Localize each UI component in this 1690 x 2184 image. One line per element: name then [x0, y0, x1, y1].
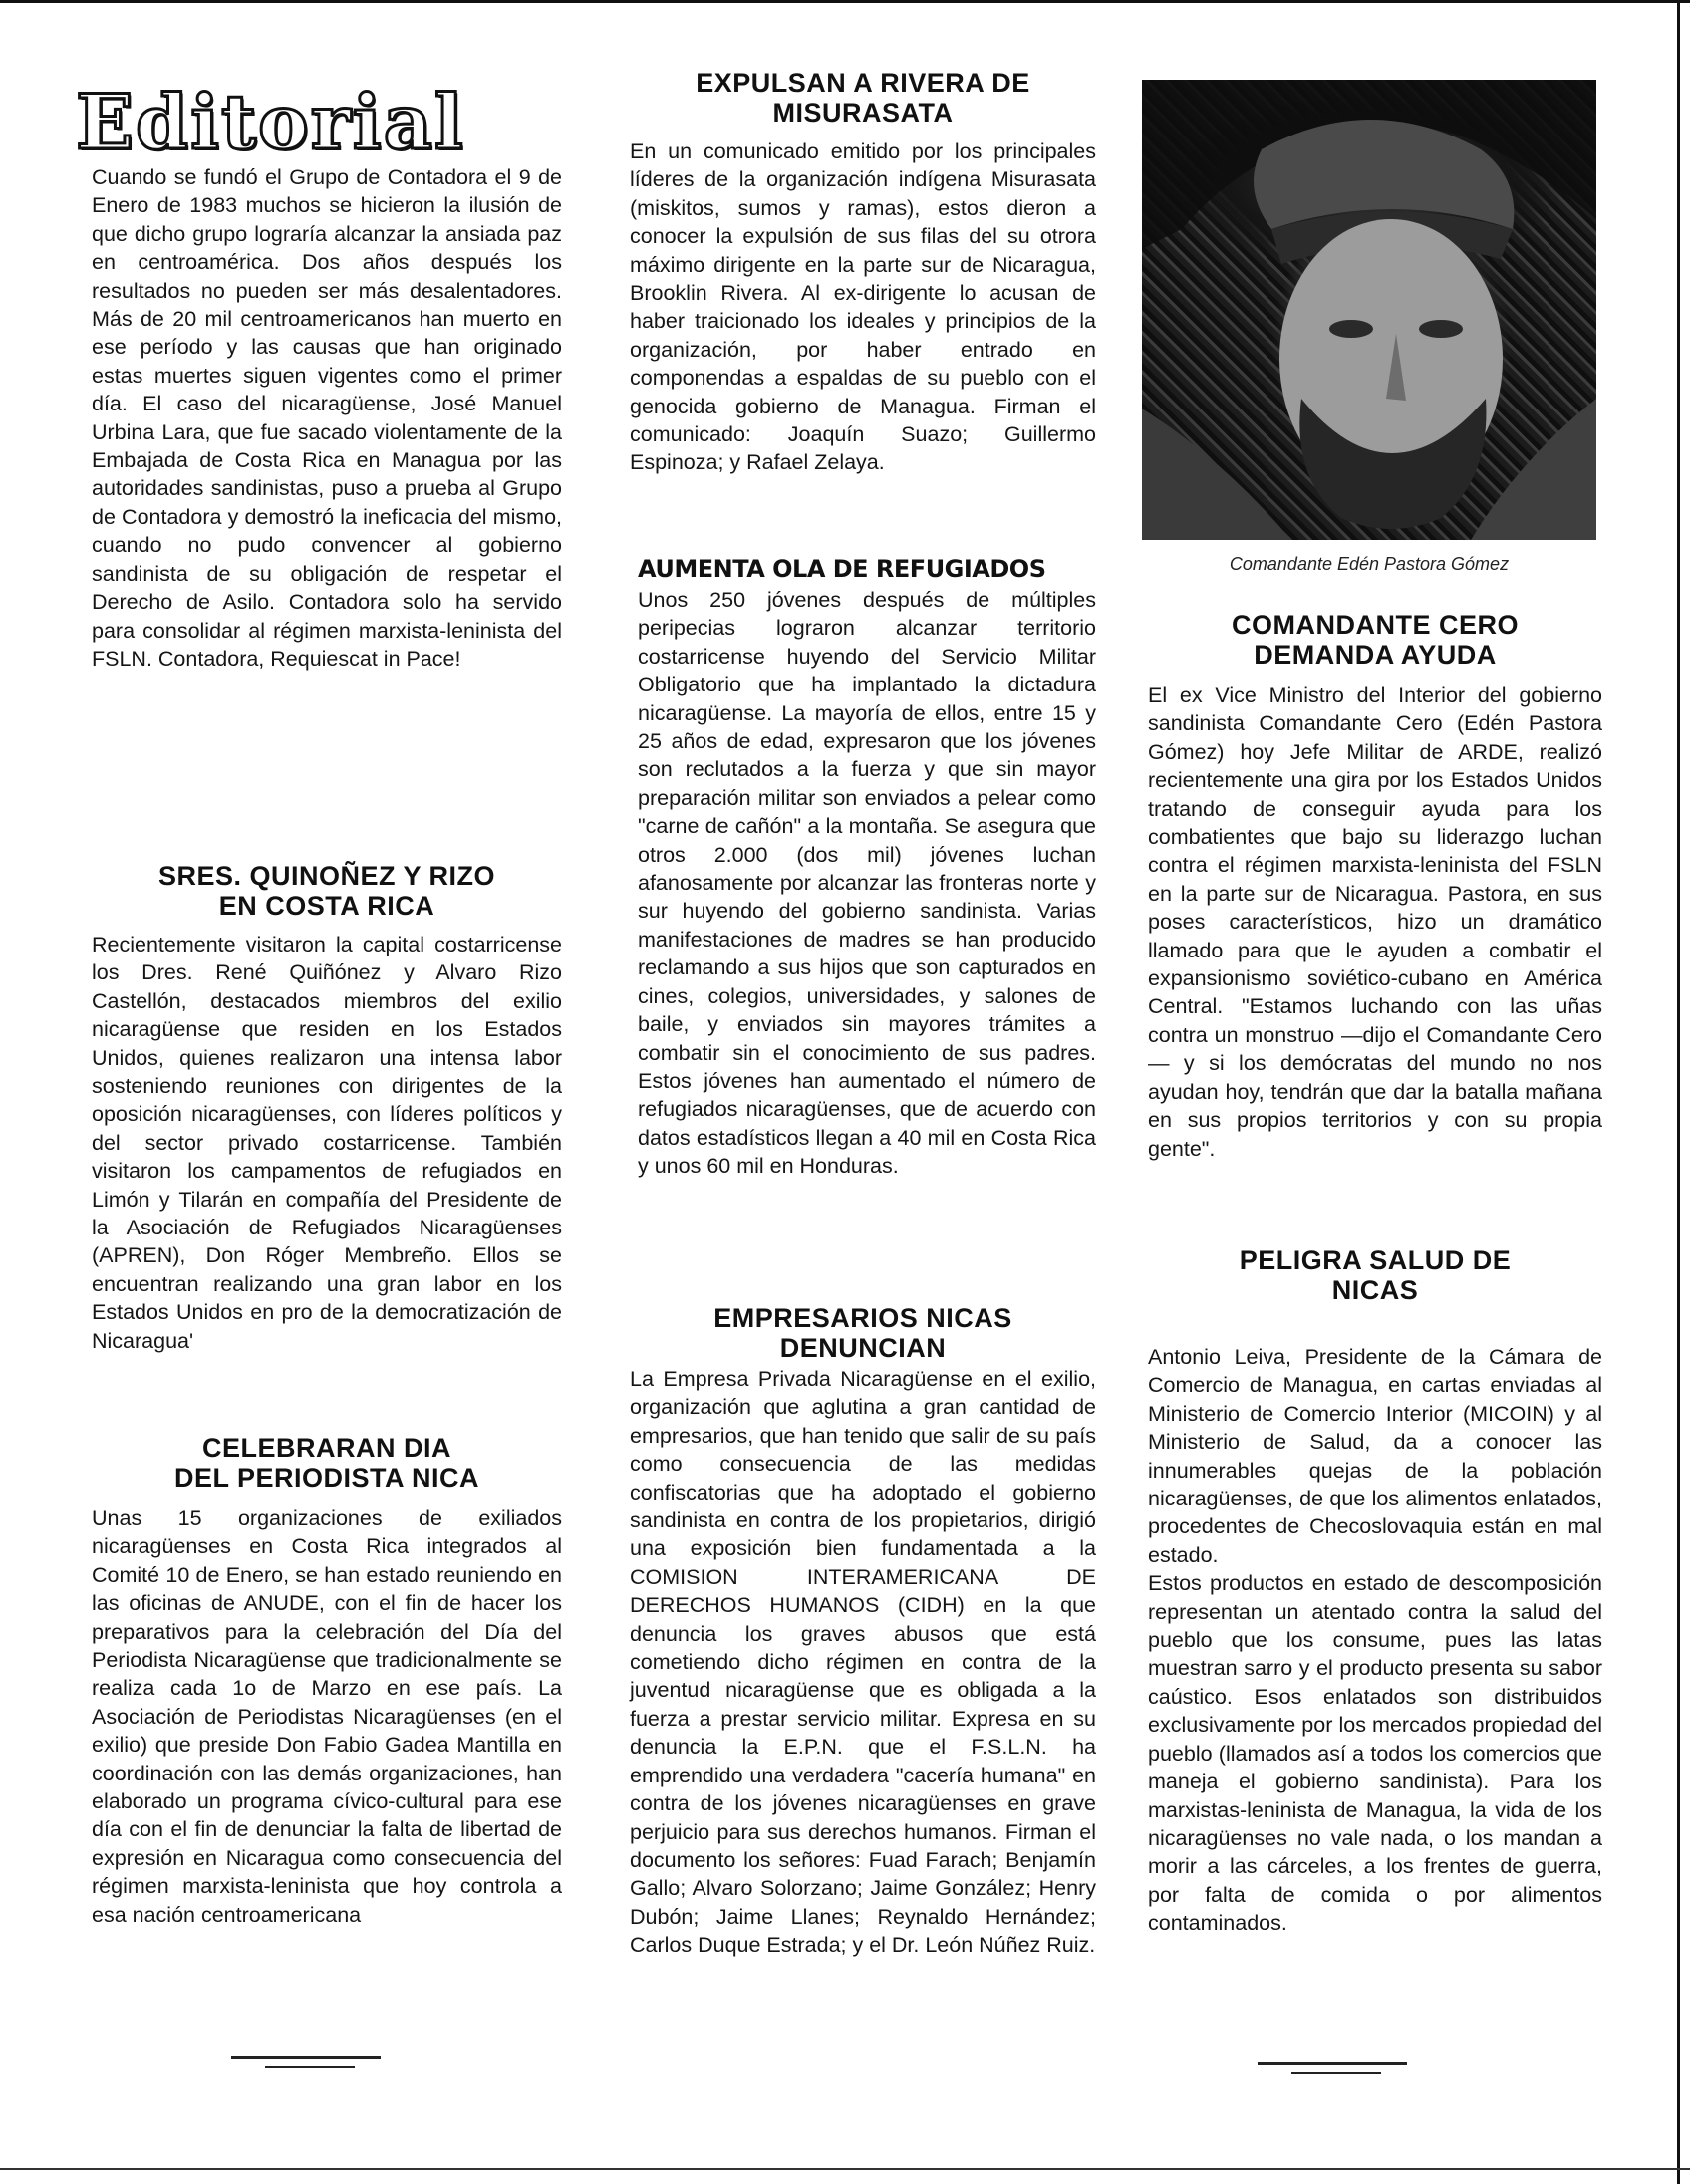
article-text: Recientemente visitaron la capital costarricense los Dres. René Quiñónez y Alvaro Rizo Castellón, destacados miembros del exilio nicaragüense que residen en los Estados Unidos, quienes realizaron una intensa labor sosteniendo reuniones con dirigentes de la oposición nicaragüenses, con líderes políticos y del sector privado costarricense. También visitaron los campamentos de refugiados en Limón y Tilarán en compañía del Presidente de la Asociación de Refugiados Nicaragüenses (APREN), Don Róger Membreño. Ellos se encuentran realizando una gran labor en los Estados Unidos en pro de la democratización de Nicaragua' — [92, 933, 562, 1353]
article-salud — [1148, 1245, 1602, 1938]
article-text: Unas 15 organizaciones de exiliados nicaragüenses en Costa Rica integrados al Comité 10 de Enero, se han estado reuniendo en las oficinas de ANUDE, con el fin de hacer los preparativos para la celebración del Día del Periodista Nicaragüense que tradicionalmente se realiza cada 1o de Marzo en ese país. La Asociación de Periodistas Nicaragüenses (en el exilio) que preside Don Fabio Gadea Mantilla en coordinación con las demás organizaciones, han elaborado un programa cívico-cultural para ese día con el fin de denunciar la falta de libertad de expresión en Nicaragua como consecuencia del régimen marxista-leninista que hoy controla a esa nación centroamericana — [92, 1506, 562, 1927]
article-text: El ex Vice Ministro del Interior del gobierno sandinista Comandante Cero (Edén Pastora Gómez) hoy Jefe Militar de ARDE, realizó recientemente una gira por los Estados Unidos tratando de conseguir ayuda para los combatientes que bajo su liderazgo luchan contra el régimen marxista-leninista del FSLN en la parte sur de Nicaragua. Pastora, en sus poses característicos, hizo un dramático llamado para que le ayuden a combatir el expansionismo soviético-cubano en América Central. "Estamos luchando con las uñas contra un monstruo —dijo el Comandante Cero— y si los demócratas del mundo no nos ayudan hoy, tendrán que dar la batalla mañana en sus propios territorios y con su propia gente". — [1148, 683, 1602, 1161]
article-title-line2: DENUNCIAN — [779, 1333, 947, 1363]
article-title: AUMENTA OLA DE REFUGIADOS — [638, 555, 1046, 583]
page-border-right — [1677, 0, 1680, 2184]
article-title-line2: MISURASATA — [772, 98, 954, 128]
end-rule — [1291, 2072, 1381, 2074]
article-title-line1: PELIGRA SALUD DE — [1239, 1245, 1512, 1275]
article-title-line2: DEL PERIODISTA NICA — [173, 1463, 480, 1493]
page-border-bottom — [0, 2168, 1690, 2170]
article-quinonez — [92, 861, 562, 1355]
end-rule — [265, 2066, 355, 2068]
article-title-line2: EN COSTA RICA — [218, 891, 435, 921]
end-rule — [1258, 2062, 1407, 2065]
article-title-line1: EMPRESARIOS NICAS — [713, 1303, 1012, 1333]
article-title-line1: SRES. QUINOÑEZ Y RIZO — [157, 861, 496, 891]
end-rule — [231, 2056, 381, 2059]
article-cero — [1148, 610, 1602, 1163]
article-periodista — [92, 1433, 562, 1929]
article-title-line2: DEMANDA AYUDA — [1254, 640, 1497, 670]
pastora-photo — [1142, 80, 1596, 540]
page-border-top — [0, 0, 1690, 3]
editorial-text: Cuando se fundó el Grupo de Contadora el 9 de Enero de 1983 muchos se hicieron la ilusión de que dicho grupo lograría alcanzar la ansiada paz en centroamérica. Dos años después los resultados no pueden ser más desalentadores. Más de 20 mil centroamericanos han muerto en ese período y las causas que han originado estas muertes siguen vigentes como el primer día. El caso del nicaragüense, José Manuel Urbina Lara, que fue sacado violentamente de la Embajada de Costa Rica en Managua por las autoridades sandinistas, puso a prueba al Grupo de Contadora y demostró la ineficacia del mismo, cuando no pudo convencer al gobierno sandinista de su obligación de respetar el Derecho de Asilo. Contadora solo ha servido para consolidar al régimen marxista-leninista del FSLN. Contadora, Requiescat in Pace! — [92, 165, 562, 671]
article-title-line2: NICAS — [1331, 1275, 1419, 1305]
article-refugiados — [638, 554, 1096, 1181]
article-title-line1: EXPULSAN A RIVERA DE — [696, 68, 1030, 98]
portrait-illustration — [1142, 80, 1596, 540]
article-text: Antonio Leiva, Presidente de la Cámara de Comercio de Managua, en cartas enviadas al Ministerio de Comercio Interior (MICOIN) y al Ministerio de Salud, da a conocer las innumerables quejas de la población nicaragüenses, de que los alimentos enlatados, procedentes de Checoslovaquia están en mal estado. — [1148, 1345, 1602, 1567]
photo-caption: Comandante Edén Pastora Gómez — [1229, 554, 1510, 574]
article-empresarios — [630, 1303, 1096, 1960]
editorial-masthead: Editorial — [76, 78, 465, 166]
article-text: Estos productos en estado de descomposición representan un atentado contra la salud del pueblo que los consume, pues las latas muestran sarro y el producto presenta su sabor caústico. Esos enlatados son distribuidos exclusivamente por los mercados propiedad del pueblo (llamados así a todos los comercios que maneja el gobierno sandinista). Para los marxistas-leninista de Managua, la vida de los nicaragüenses no vale nada, o los mandan a morir a las cárceles, a los frentes de guerra, por falta de comida o por alimentos contaminados. — [1148, 1571, 1602, 1936]
article-rivera — [630, 68, 1096, 477]
article-title-line1: COMANDANTE CERO — [1232, 610, 1519, 640]
article-text: En un comunicado emitido por los principales líderes de la organización indígena Misurasata (miskitos, sumos y ramas), estos dieron a conocer la expulsión de sus filas del su otrora máximo dirigente en la parte sur de Nicaragua, Brooklin Rivera. Al ex-dirigente lo acusan de haber traicionado los ideales y principios de la organización, por haber entrado en componendas a espaldas de su pueblo con el genocida gobierno de Managua. Firman el comunicado: Joaquín Suazo; Guillermo Espinoza; y Rafael Zelaya. — [630, 139, 1096, 475]
article-text: Unos 250 jóvenes después de múltiples peripecias lograron alcanzar territorio costarricense huyendo del Servicio Militar Obligatorio que ha implantado la dictadura nicaragüense. La mayoría de ellos, entre 15 y 25 años de edad, expresaron que los jóvenes son reclutados a la fuerza y que sin mayor preparación militar son enviados a pelear como "carne de cañón" a la montaña. Se asegura que otros 2.000 (dos mil) jóvenes luchan afanosamente por alcanzar las fronteras norte y sur huyendo del gobierno sandinista. Varias manifestaciones de madres se han producido reclamando a sus hijos que son capturados en cines, colegios, universidades, y salones de baile, y enviados sin mayores trámites a combatir sin el conocimiento de sus padres. Estos jóvenes han aumentado el número de refugiados nicaragüenses, que de acuerdo con datos estadísticos llegan a 40 mil en Costa Rica y unos 60 mil en Honduras. — [638, 588, 1096, 1179]
article-text: La Empresa Privada Nicaragüense en el exilio, organización que aglutina a gran cantidad de empresarios, que han tenido que salir de su país como consecuencia de las medidas confiscatorias que ha adoptado el gobierno sandinista en contra de los propietarios, dirigió una exposición bien fundamentada a la COMISION INTERAMERICANA DE DERECHOS HUMANOS (CIDH) en la que denuncia los graves abusos que está cometiendo dicho régimen en contra de la juventud nicaragüense que es obligada a la fuerza a prestar servicio militar. Expresa en su denuncia la E.P.N. que el F.S.L.N. ha emprendido una verdadera "cacería humana" en contra de los jóvenes nicaragüenses en grave perjuicio para sus derechos humanos. Firman el documento los señores: Fuad Farach; Benjamín Gallo; Alvaro Solorzano; Jaime González; Henry Dubón; Jaime Llanes; Reynaldo Hernández; Carlos Duque Estrada; y el Dr. León Núñez Ruiz. — [630, 1367, 1096, 1958]
article-title-line1: CELEBRARAN DIA — [202, 1433, 451, 1463]
